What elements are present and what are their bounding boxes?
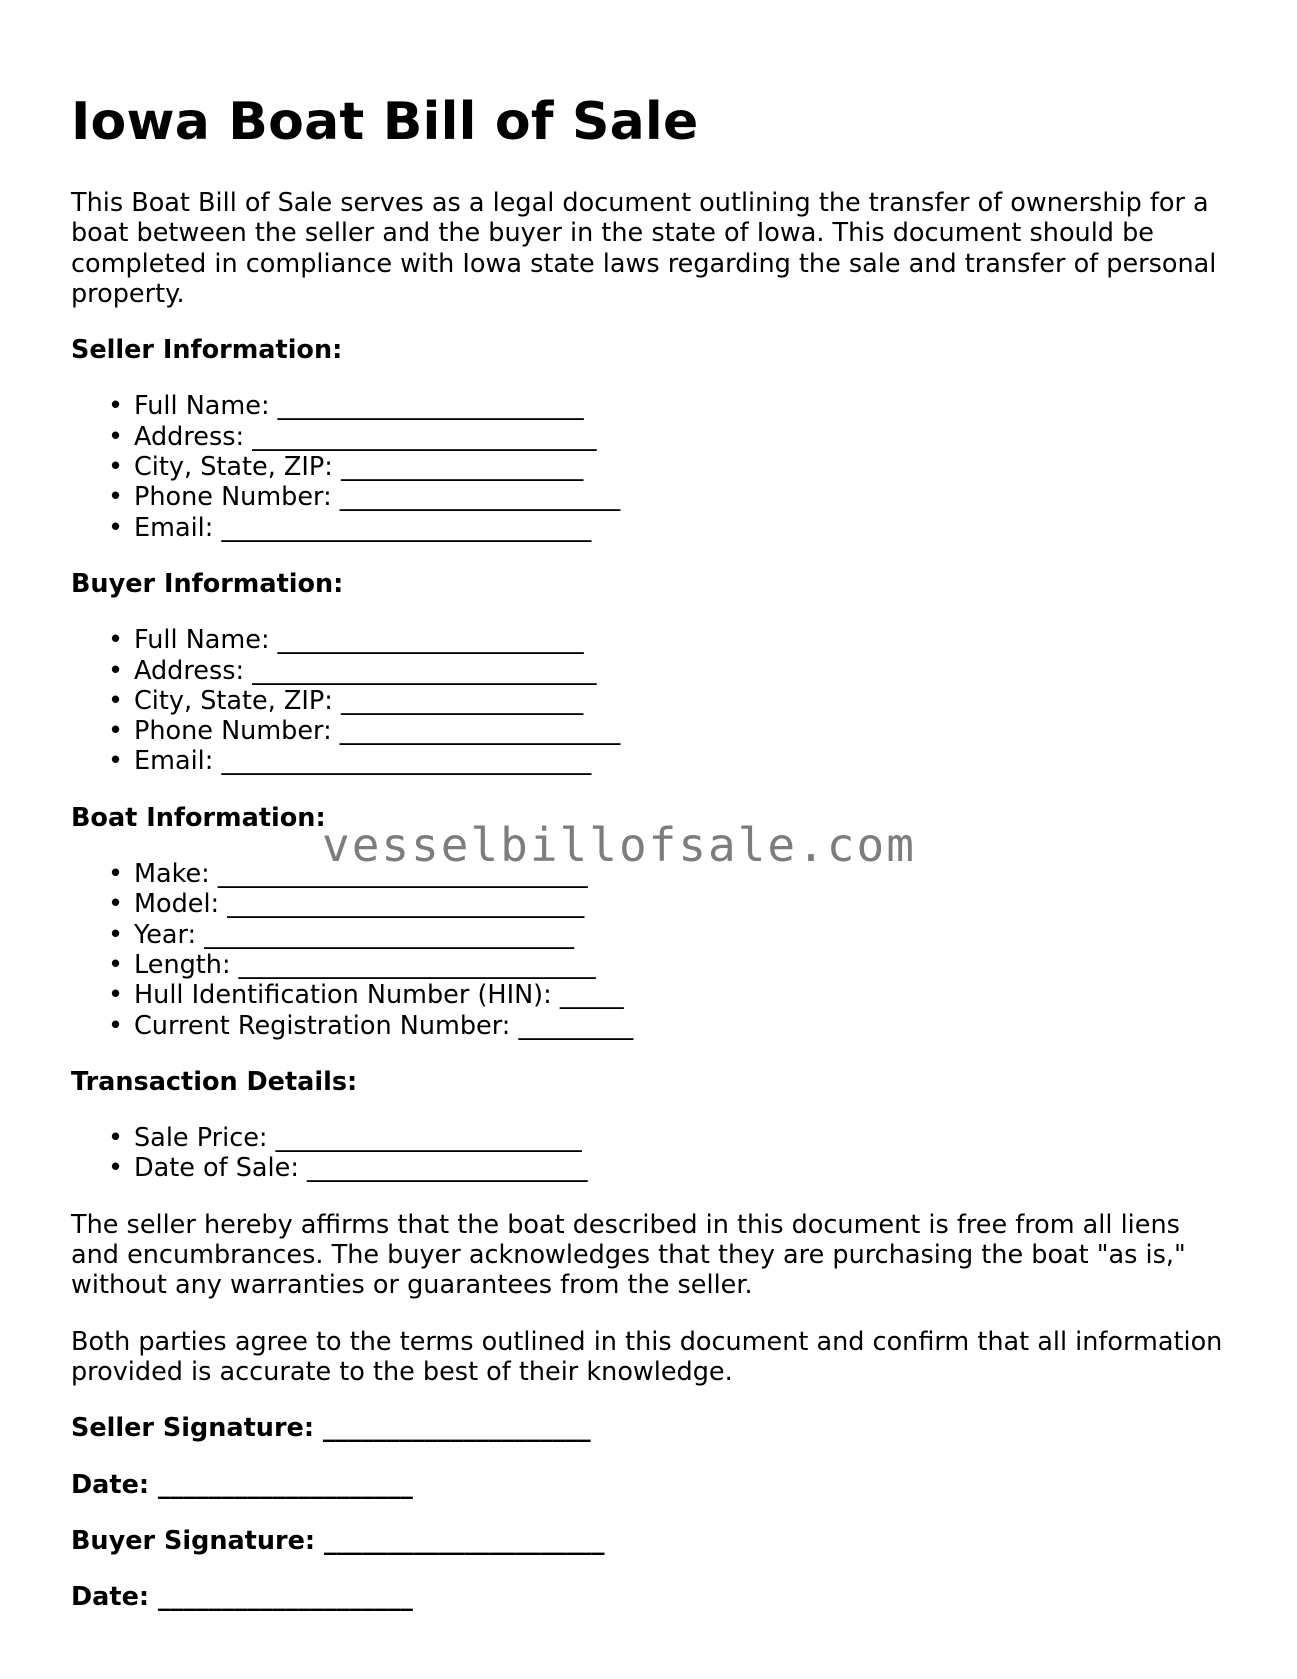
- seller-full-name-field: • Full Name: ________________________: [134, 391, 1231, 421]
- watermark-text: vesselbillofsale.com: [322, 818, 916, 872]
- boat-hin-field: • Hull Identification Number (HIN): _____: [134, 980, 1231, 1010]
- intro-paragraph: This Boat Bill of Sale serves as a legal document outlining the transfer of ownership for a boat between the seller and the buyer in the state of Iowa. This document should be completed in compliance with Iowa state laws regarding the sale and transfer of personal property.: [71, 188, 1217, 309]
- boat-make-field: • Make: _____________________________: [134, 859, 1231, 889]
- seller-information-heading: Seller Information:: [71, 335, 343, 366]
- boat-model-field: • Model: ____________________________: [134, 889, 1231, 919]
- buyer-phone-field: • Phone Number: ______________________: [134, 716, 1231, 746]
- seller-city-state-zip-field: • City, State, ZIP: ___________________: [134, 452, 1231, 482]
- boat-information-heading: Boat Information:: [71, 802, 326, 833]
- seller-email-field: • Email: _____________________________: [134, 513, 1231, 543]
- buyer-email-field: • Email: _____________________________: [134, 746, 1231, 776]
- boat-registration-field: • Current Registration Number: _________: [134, 1011, 1231, 1041]
- transaction-details-list: [71, 1123, 1231, 1184]
- document-title: Iowa Boat Bill of Sale: [71, 92, 699, 152]
- agreement-paragraph: Both parties agree to the terms outlined in this document and confirm that all information provided is accurate to the best of their knowledge.: [71, 1326, 1223, 1387]
- buyer-full-name-field: • Full Name: ________________________: [134, 625, 1231, 655]
- sale-price-field: • Sale Price: ________________________: [134, 1123, 1231, 1153]
- buyer-date-line: Date: ____________________: [71, 1582, 413, 1613]
- boat-length-field: • Length: ____________________________: [134, 950, 1231, 980]
- date-of-sale-field: • Date of Sale: ______________________: [134, 1153, 1231, 1183]
- buyer-address-field: • Address: ___________________________: [134, 656, 1231, 686]
- buyer-information-list: [71, 625, 1231, 776]
- buyer-information-heading: Buyer Information:: [71, 568, 344, 599]
- seller-signature-line: Seller Signature: _____________________: [71, 1413, 591, 1444]
- seller-date-line: Date: ____________________: [71, 1469, 413, 1500]
- seller-address-field: • Address: ___________________________: [134, 422, 1231, 452]
- seller-information-list: [71, 391, 1231, 542]
- buyer-signature-line: Buyer Signature: ______________________: [71, 1525, 605, 1556]
- transaction-details-heading: Transaction Details:: [71, 1066, 358, 1097]
- buyer-city-state-zip-field: • City, State, ZIP: ___________________: [134, 686, 1231, 716]
- boat-information-list: [71, 859, 1231, 1041]
- affirmation-paragraph: The seller hereby affirms that the boat described in this document is free from all liens and encumbrances. The buyer acknowledges that they are purchasing the boat "as is," without any warranties or guarantees from the seller.: [71, 1209, 1186, 1301]
- boat-year-field: • Year: _____________________________: [134, 920, 1231, 950]
- seller-phone-field: • Phone Number: ______________________: [134, 482, 1231, 512]
